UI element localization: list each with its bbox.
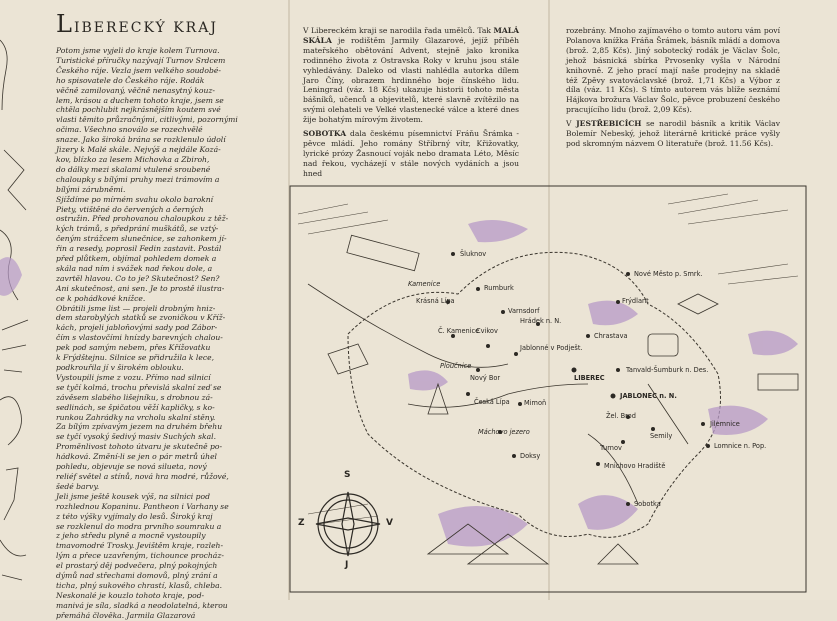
map-label: JABLONEC n. N. bbox=[620, 392, 677, 400]
p2-start: V bbox=[566, 119, 572, 129]
compass-rose bbox=[316, 492, 380, 556]
map-label: Sobotka bbox=[634, 500, 661, 508]
p1-rest: je rodištěm Jarmily Glazarové, jejíž příběh mateřského obětování Advent, stejně jako kronika rodinného života z Ostravska Roky v kruhu jsou stále vyhledávány. Daleko od vlasti nahlédla autorka dílem Jaro Číny, obrazem hrdinného boje čínského lidu. Leningrad (váz. 18 Kčs) ukazuje historii tohoto města bášníků, učenců a objevitelů, které slavně zvítězilo na svými olehateli ve Velké vlastenecké válce a které dnes žije bohatým mírovým životem. bbox=[303, 35, 519, 125]
article-column-right bbox=[566, 26, 780, 153]
regional-map bbox=[288, 184, 808, 594]
map-label: Č. Kamenice bbox=[438, 327, 480, 335]
map-label: Chrastava bbox=[594, 332, 628, 340]
map-label: Doksy bbox=[520, 452, 541, 460]
map-label: Kamenice bbox=[408, 280, 441, 288]
map-label: Jilemnice bbox=[710, 420, 740, 428]
compass-north: S bbox=[344, 470, 351, 480]
left-sketch-strip bbox=[0, 0, 30, 600]
map-drawing bbox=[288, 184, 808, 594]
map-label: Nový Bor bbox=[470, 374, 501, 382]
mala-skala-paragraph bbox=[303, 26, 519, 125]
p1-start: V Libereckém kraji se narodila řada umělců. Tak bbox=[303, 26, 491, 35]
map-label: Semily bbox=[650, 432, 673, 440]
compass-west: Z bbox=[298, 518, 305, 528]
map-label: Žel. Brod bbox=[606, 412, 636, 420]
map-label: Rumburk bbox=[484, 284, 514, 292]
article-column-middle bbox=[303, 26, 519, 183]
map-label: LIBEREC bbox=[574, 374, 605, 382]
title-rest: IBERECKÝ KRAJ bbox=[73, 20, 218, 36]
compass-east: V bbox=[386, 518, 393, 528]
map-label: Česká Lípa bbox=[474, 398, 510, 406]
p2r-bold: JESTŘEBICÍCH bbox=[576, 119, 642, 129]
map-label: Jablonné v Podješt. bbox=[520, 344, 583, 352]
map-label: Nové Město p. Smrk. bbox=[634, 270, 703, 278]
jestrebice-paragraph bbox=[566, 119, 780, 149]
map-label: Ploučnice bbox=[440, 362, 472, 370]
p2-bold: SOBOTKA bbox=[303, 129, 347, 139]
map-label: Lomnice n. Pop. bbox=[714, 442, 767, 450]
sobotka-paragraph bbox=[303, 129, 519, 179]
map-label: Šluknov bbox=[460, 250, 487, 258]
map-label: Cvikov bbox=[476, 327, 498, 335]
map-label: Tanvald-Šumburk n. Des. bbox=[626, 366, 709, 374]
map-label: Frýdlant bbox=[622, 297, 649, 305]
sramek-paragraph: rozebrány. Mnoho zajímavého o tomto autoru vám poví Polanova knížka Fráňa Šrámek, básník mládí a domova (brož. 2,85 Kčs). Jiný sobotecký rodák je Václav Šolc, jehož básnická sbírka Prvosenky vyšla v Národní knihovně. Z jeho prací mají naše prodejny na skladě též Zpěvy svatováclavské (brož. 1,71 Kčs) a Výbor z díla (váz. 11 Kčs). S tímto autorem vás blíže seznámí Hájkova brožura Václav Šolc, pěvce probuzení českého pracujícího lidu (brož. 2,09 Kčs). bbox=[566, 26, 780, 115]
p1-bold: MALÁ SKÁLA bbox=[303, 26, 519, 45]
map-label: Mimoň bbox=[524, 399, 547, 407]
map-label: Mnichovo Hradiště bbox=[604, 462, 666, 470]
compass-south: J bbox=[345, 560, 349, 570]
map-label: Hrádek n. N. bbox=[520, 317, 562, 325]
map-label: Varnsdorf bbox=[508, 307, 540, 315]
title-initial: L bbox=[56, 10, 74, 38]
essay-text: Potom jsme vyjeli do kraje kolem Turnova. Turistické příručky nazývají Turnov Srdcem Českého ráje. Vezla jsem velkého soudobé- ho spisovatele do Českého ráje. Rodák věčně zamilovaný, věčně nenasytný kouz- lem, krásou a duchem tohoto kraje, jsem se chtěla pochlubit nejkrásnějším koutem své vlasti těmito průzračnými, citlivými, pozornými očima. Všechno snoválo se rozechvělé snaze. Jako široká brána se rozklenulo údolí Jizery k Malé skále. Nejvýš a nejdále Kozá- kov, blízko za lesem Michovka a Zbiroh, do dálky mezi skalami vtulené sroubené chaloupky s bílými pruhy mezi trámovím a bílými zárubněmi. Sjíždíme po mírném svahu okolo barokní Piety, vtištěné do červených a černých ostružin. Před prohovanou chaloupkou z těž- kých trámů, s předprání muškátů, se vztý- čeným strážcem slunečnice, se zahonkem jí- řin a resedy, poprosil Fedin zastavit. Postál před plůtkem, objímal pohledem domek a skála nad ním i svážek nad řekou dole, a zavrtěl hlavou. Co to je? Skutečnost? Sen? Ani skutečnost, ani sen. Je to prostě ilustra- ce k pohádkové knížce. Obrátili jsme list — projeli drobným hniz- dem starobylých statků se zvoničkou v Kříž- kách, projeli jabloňovými sady pod Zábor- čím s vlastovčími hnízdy barevných chalou- pek pod samým nebem, přes Křížovatku k Frýdštejnu. Silnice se přidružila k lece, podkrouřila jí v širokém oblouku. Vystoupili jsme z vozu. Přímo nad silnicí se tyčí kolmá, trochu převislá skalní zeď se závěsem slabého lišejníku, s drobnou zá- sedlinách, se špičatou věží kapličky, s ko- runkou Zahrádky na vrcholu skalní stěny. Za bílým zpívavým jezem na druhém břehu se tyčí vysoký šedivý masiv Suchých skal. Proměnlivost tohoto útvaru je skutečně po- hádková. Změní-li se jen o pár metrů úhel pohledu, objevuje se nová silueta, nový reliéf světel a stínů, nová hra modré, růžové, šedé barvy. Jeli jsme ještě kousek výš, na silnici pod rozhlednou Kopaninu. Pantheon i Varhany se z této výšky vyjímaly do lesů. Široký kraj se rozklenul do modra prvního soumraku a z jeho středu plyně a mocně vystoupily tmavomodré Trosky. Jevištěm kraje, rozleh- lým a přece uzavřeným, tichounce procház- el prostarý děj podvečera, plný pokojných dýmů nad střechami domovů, plný zrání a ticha, plný sukového chrastí, klasů, chleba. Neskonalé je kouzlo tohoto kraje, pod- manivá je síla, sladká a neodolatelná, kterou přemáhá člověka. Jarmila Glazarová bbox=[56, 46, 238, 620]
map-label: Máchovo jezero bbox=[478, 428, 530, 436]
map-label: Krásná Lípa bbox=[416, 297, 455, 305]
map-label: Turnov bbox=[600, 444, 622, 452]
p2-rest: dala českému písemnictví Fráňu Šrámka - pěvce mládí. Jeho romány Stříbrný vítr, Křižovatky, lyrické prózy Žasnoucí voják nebo dramata Léto, Měsíc nad řekou, vycházejí v stále nových vydáních a jsou hned bbox=[303, 129, 519, 178]
page-title bbox=[56, 10, 278, 38]
article-column-left bbox=[56, 10, 278, 621]
p2r-rest: se narodil básník a kritik Václav Bolemír Nebeský, jehož literárně kritické práce vyšly pod skromným názvem O literatuře (brož. 11.56 Kčs). bbox=[566, 119, 781, 148]
